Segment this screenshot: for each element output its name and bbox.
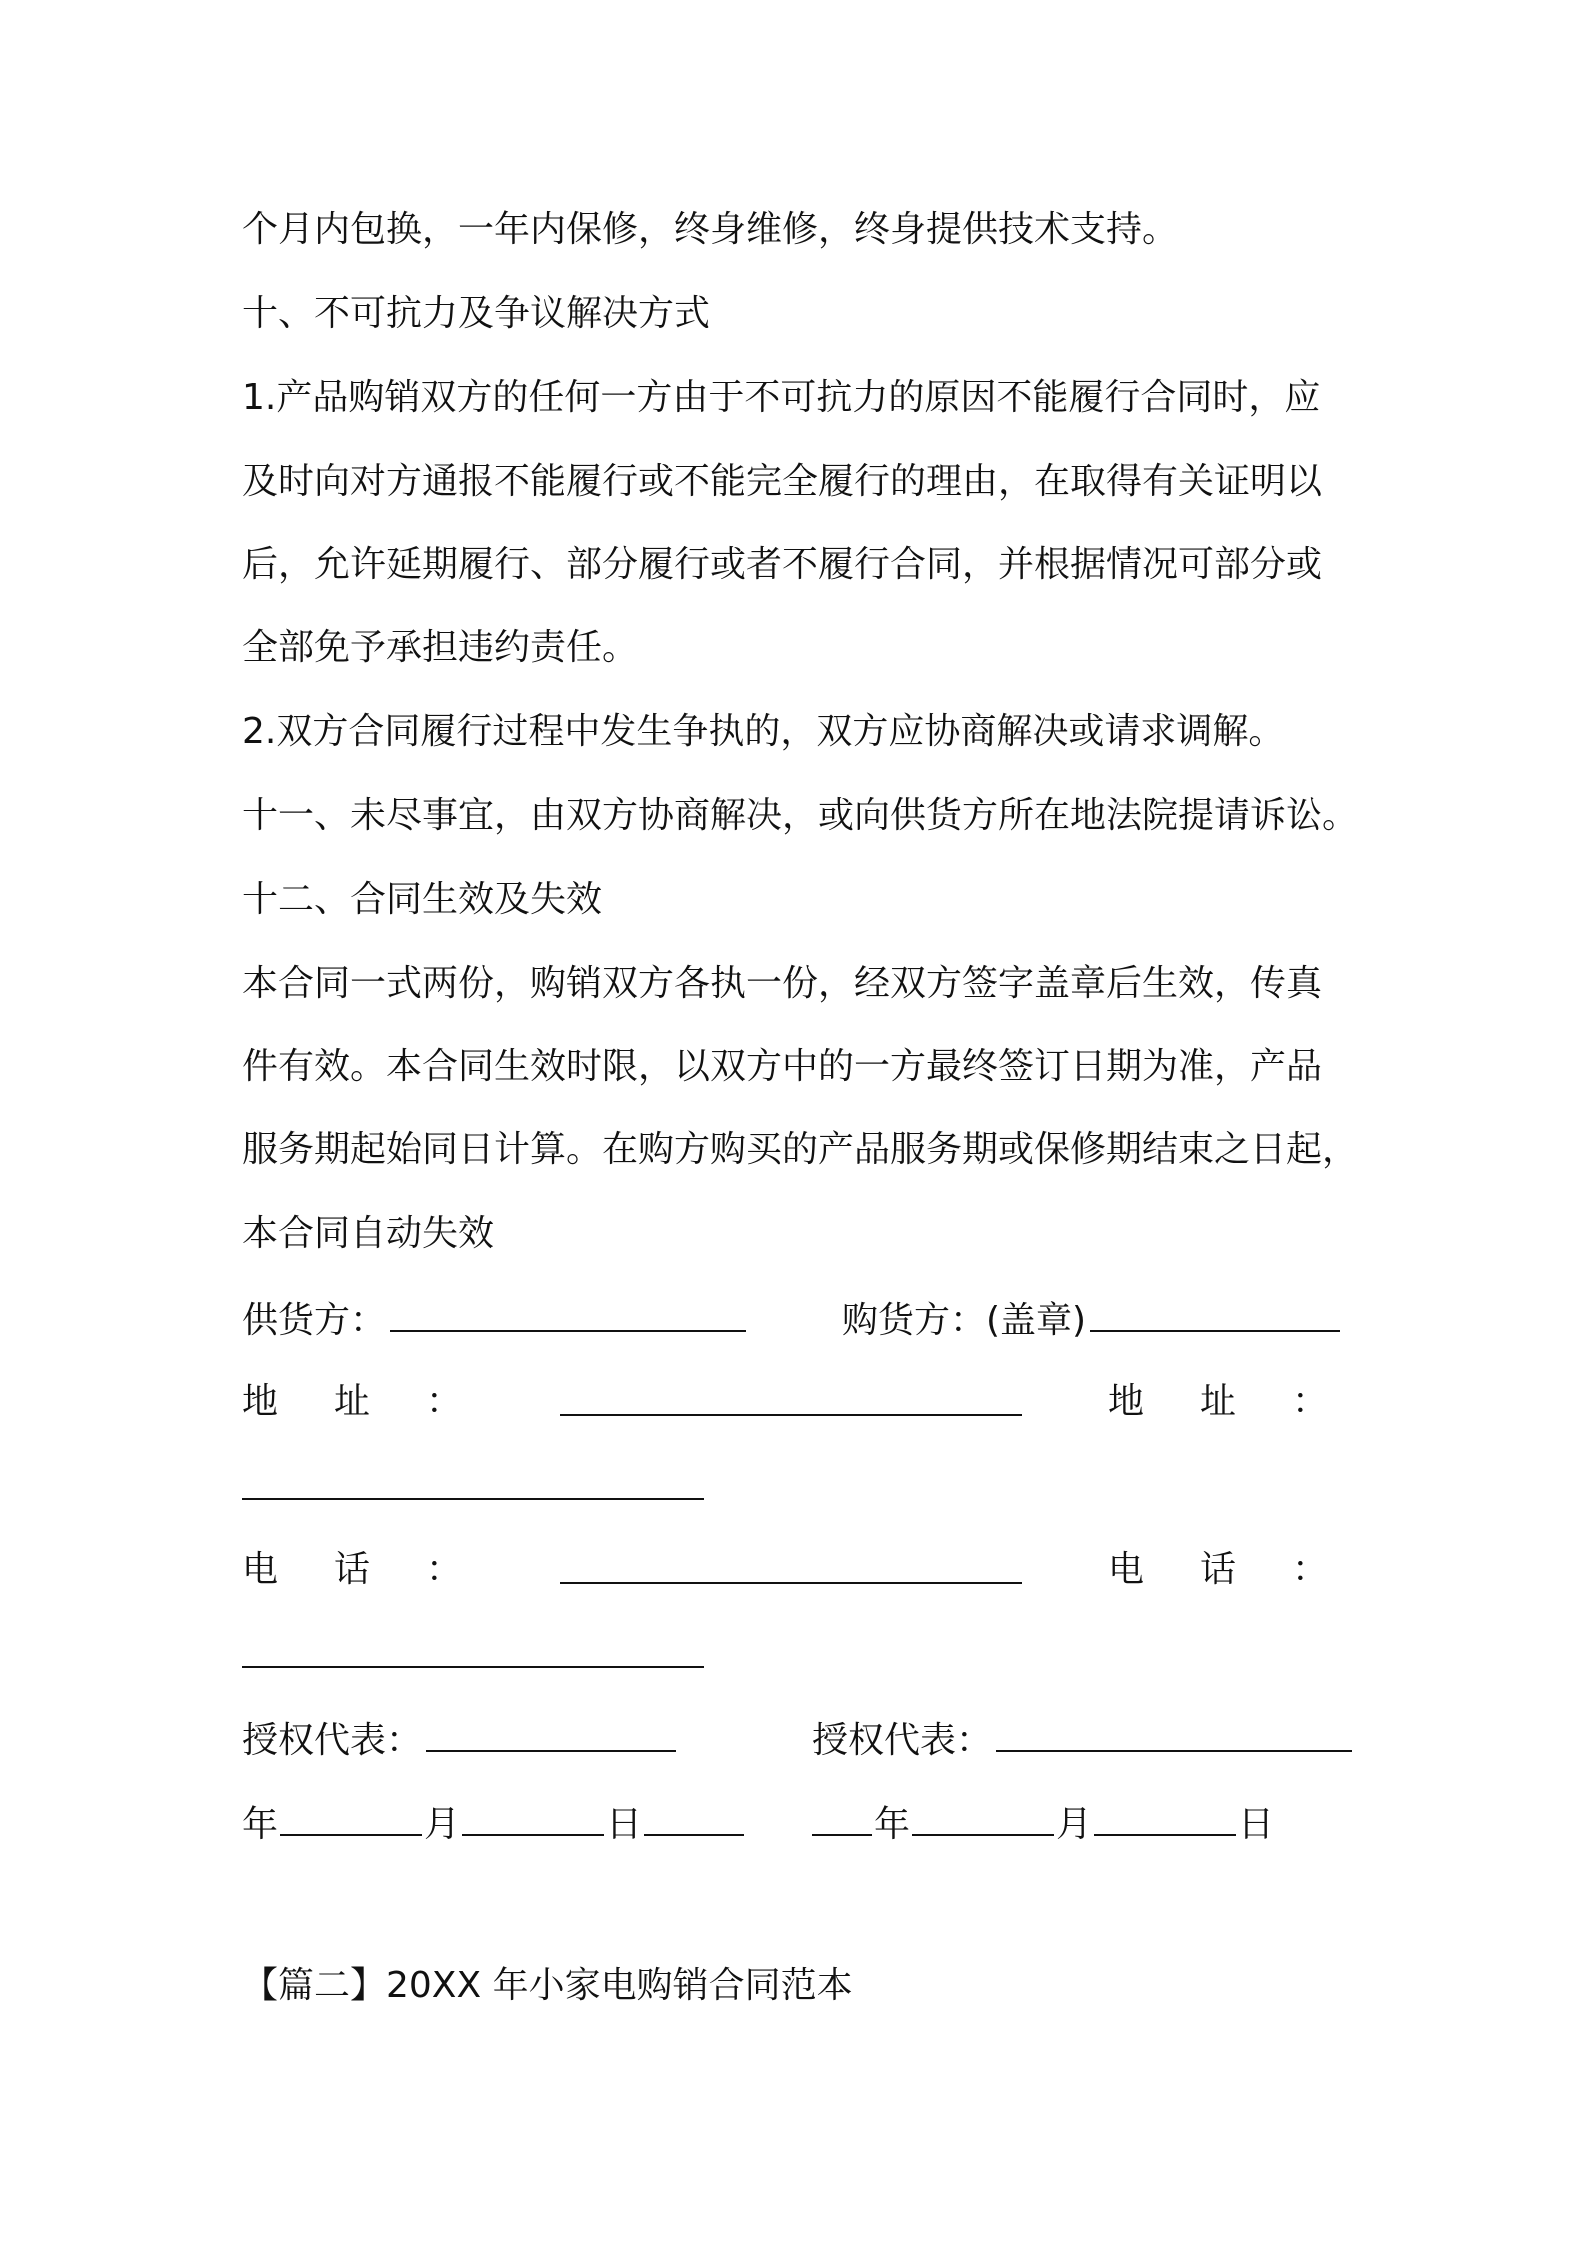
paragraph-line: 2.双方合同履行过程中发生争执的，双方应协商解决或请求调解。 [242,711,1285,752]
paragraph-line: 件有效。本合同生效时限，以双方中的一方最终签订日期为准，产品 [242,1046,1323,1087]
section-heading-10: 十、不可抗力及争议解决方式 [242,293,711,334]
buyer-address-label: 地 址 ： [1108,1381,1328,1422]
supplier-rep-blank [426,1714,676,1752]
paragraph-line: 后，允许延期履行、部分履行或者不履行合同，并根据情况可部分或 [242,544,1323,585]
section-item-11: 十一、未尽事宜，由双方协商解决，或向供货方所在地法院提请诉讼。 [242,795,1359,836]
paragraph-line: 本合同自动失效 [242,1213,495,1254]
signature-party-row [242,1294,1352,1345]
paragraph-line: 服务期起始同日计算。在购方购买的产品服务期或保修期结束之日起， [242,1129,1359,1170]
supplier-phone-blank [560,1546,1022,1584]
supplier-label: 供货方： [242,1300,387,1341]
buyer-phone-label: 电 话 ： [1108,1549,1328,1590]
supplier-address-blank [560,1378,1022,1416]
supplier-blank [390,1294,746,1332]
buyer-phone-blank [242,1630,704,1668]
signature-rep-row [242,1714,1352,1765]
supplier-rep-label: 授权代表： [242,1720,423,1761]
text-line: 个月内包换，一年内保修，终身维修，终身提供技术支持。 [242,209,1179,250]
buyer-blank [1090,1294,1340,1332]
section-heading-12: 十二、合同生效及失效 [242,879,603,920]
supplier-phone-label: 电 话 ： [242,1549,462,1590]
next-section-title: 【篇二】20XX 年小家电购销合同范本 [242,1965,853,2006]
buyer-rep-label: 授权代表： [812,1720,993,1761]
buyer-rep-blank [996,1714,1352,1752]
supplier-date: 年 月 日 [242,1804,746,1845]
signature-date-row [242,1798,1352,1849]
buyer-date: 年 月 日 [812,1798,1274,1849]
buyer-phone-continuation [242,1630,1352,1681]
paragraph-line: 及时向对方通报不能履行或不能完全履行的理由，在取得有关证明以 [242,461,1323,502]
buyer-address-continuation [242,1462,1352,1513]
supplier-address-label: 地 址 ： [242,1381,462,1422]
paragraph-line: 全部免予承担违约责任。 [242,627,639,668]
buyer-address-blank [242,1462,704,1500]
buyer-label: 购货方：(盖章) [842,1300,1087,1341]
paragraph-line: 本合同一式两份，购销双方各执一份，经双方签字盖章后生效，传真 [242,963,1323,1004]
paragraph-line: 1.产品购销双方的任何一方由于不可抗力的原因不能履行合同时，应 [242,377,1321,418]
